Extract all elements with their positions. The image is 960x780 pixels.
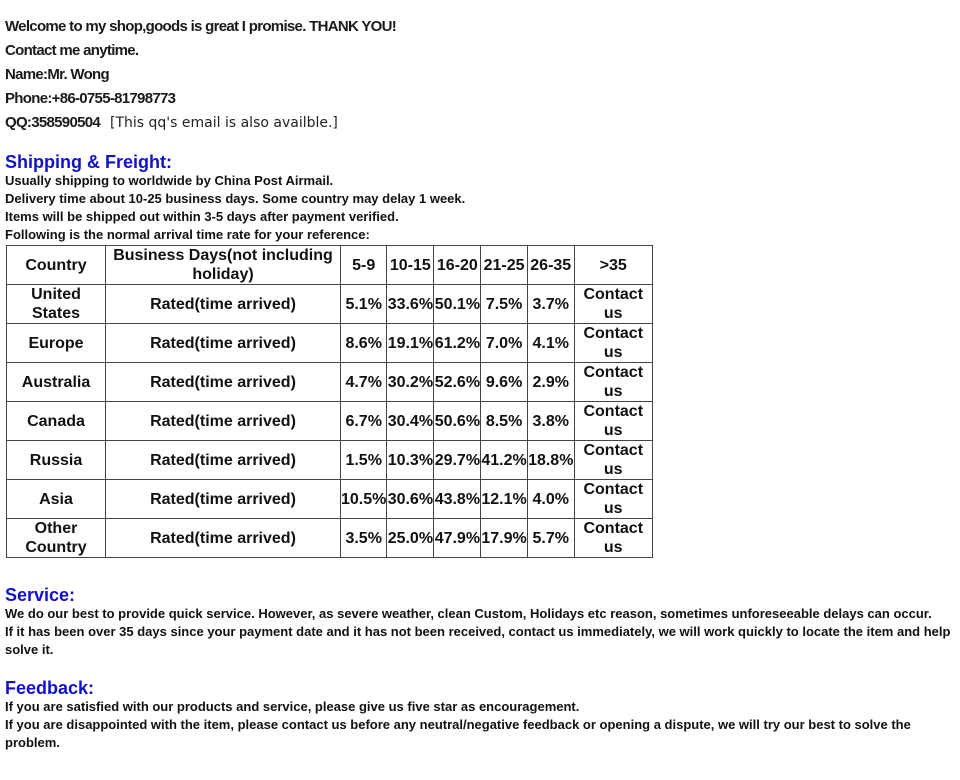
cell-value: 47.9% (434, 519, 481, 558)
cell-value: 7.0% (481, 324, 527, 363)
cell-value: 19.1% (387, 324, 434, 363)
cell-country: Russia (7, 441, 106, 480)
table-row (7, 519, 653, 558)
cell-value: 3.8% (527, 402, 574, 441)
cell-value: 3.5% (341, 519, 387, 558)
cell-country: Australia (7, 363, 106, 402)
seller-intro (5, 15, 955, 135)
cell-value: 1.5% (341, 441, 387, 480)
qq-email-note: [This qq's email is also availble.] (110, 115, 338, 131)
cell-value: 41.2% (481, 441, 527, 480)
cell-value: 2.9% (527, 363, 574, 402)
cell-value: 5.7% (527, 519, 574, 558)
cell-value: 6.7% (341, 402, 387, 441)
service-line: We do our best to provide quick service. However, as severe weather, clean Custom, Holidays etc reason, sometimes unforeseeable delays can occur. (5, 606, 932, 621)
cell-value: 33.6% (387, 285, 434, 324)
cell-value: 29.7% (434, 441, 481, 480)
cell-contact: Contact us (574, 285, 652, 324)
table-row (7, 402, 653, 441)
header-26-35: 26-35 (527, 246, 574, 285)
feedback-title: Feedback: (5, 678, 95, 698)
contact-text: Contact me anytime. (5, 42, 139, 59)
shipping-line: Items will be shipped out within 3-5 days after payment verified. (5, 209, 399, 224)
cell-value: 17.9% (481, 519, 527, 558)
shipping-line: Delivery time about 10-25 business days. Some country may delay 1 week. (5, 191, 466, 206)
header-5-9: 5-9 (341, 246, 387, 285)
cell-value: 4.0% (527, 480, 574, 519)
seller-name: Name:Mr. Wong (5, 66, 109, 83)
cell-country: Other Country (7, 519, 106, 558)
seller-qq: QQ:358590504 (5, 114, 101, 131)
cell-value: 25.0% (387, 519, 434, 558)
cell-value: 30.2% (387, 363, 434, 402)
feedback-section (5, 678, 955, 752)
cell-rated: Rated(time arrived) (106, 402, 341, 441)
header-country: Country (7, 246, 106, 285)
cell-rated: Rated(time arrived) (106, 441, 341, 480)
cell-contact: Contact us (574, 402, 652, 441)
cell-value: 30.6% (387, 480, 434, 519)
table-row (7, 480, 653, 519)
cell-country: Europe (7, 324, 106, 363)
header-16-20: 16-20 (434, 246, 481, 285)
header-over-35: >35 (574, 246, 652, 285)
page (5, 0, 955, 750)
shipping-section (5, 152, 465, 244)
cell-value: 5.1% (341, 285, 387, 324)
cell-rated: Rated(time arrived) (106, 480, 341, 519)
cell-value: 18.8% (527, 441, 574, 480)
table-header-row (7, 246, 653, 285)
table-row (7, 363, 653, 402)
cell-value: 3.7% (527, 285, 574, 324)
cell-contact: Contact us (574, 441, 652, 480)
cell-contact: Contact us (574, 363, 652, 402)
service-section (5, 585, 955, 659)
feedback-line: If you are disappointed with the item, please contact us before any neutral/negative feedback or opening a dispute, we will try our best to solve the problem. (5, 717, 911, 750)
table-row (7, 441, 653, 480)
seller-phone: Phone:+86-0755-81798773 (5, 90, 176, 107)
header-21-25: 21-25 (481, 246, 527, 285)
cell-value: 4.7% (341, 363, 387, 402)
cell-country: United States (7, 285, 106, 324)
cell-value: 10.3% (387, 441, 434, 480)
cell-value: 4.1% (527, 324, 574, 363)
cell-contact: Contact us (574, 519, 652, 558)
cell-value: 52.6% (434, 363, 481, 402)
service-title: Service: (5, 585, 76, 605)
cell-contact: Contact us (574, 324, 652, 363)
cell-value: 50.1% (434, 285, 481, 324)
header-business-days: Business Days(not including holiday) (106, 246, 341, 285)
shipping-line: Following is the normal arrival time rate for your reference: (5, 227, 370, 242)
cell-country: Asia (7, 480, 106, 519)
table-row (7, 285, 653, 324)
service-line: If it has been over 35 days since your payment date and it has not been received, contact us immediately, we will work quickly to locate the item and help solve it. (5, 624, 951, 657)
cell-value: 10.5% (341, 480, 387, 519)
cell-value: 61.2% (434, 324, 481, 363)
arrival-rate-table (6, 245, 653, 558)
cell-value: 7.5% (481, 285, 527, 324)
cell-value: 8.6% (341, 324, 387, 363)
cell-value: 12.1% (481, 480, 527, 519)
cell-contact: Contact us (574, 480, 652, 519)
feedback-line: If you are satisfied with our products and service, please give us five star as encouragement. (5, 699, 580, 714)
cell-rated: Rated(time arrived) (106, 363, 341, 402)
cell-value: 8.5% (481, 402, 527, 441)
cell-rated: Rated(time arrived) (106, 285, 341, 324)
cell-country: Canada (7, 402, 106, 441)
cell-value: 9.6% (481, 363, 527, 402)
welcome-text: Welcome to my shop,goods is great I promise. THANK YOU! (5, 18, 397, 35)
table-row (7, 324, 653, 363)
header-10-15: 10-15 (387, 246, 434, 285)
shipping-line: Usually shipping to worldwide by China Post Airmail. (5, 173, 334, 188)
seller-qq-line (5, 111, 955, 135)
cell-value: 50.6% (434, 402, 481, 441)
cell-value: 30.4% (387, 402, 434, 441)
shipping-title: Shipping & Freight: (5, 152, 172, 172)
cell-value: 43.8% (434, 480, 481, 519)
cell-rated: Rated(time arrived) (106, 519, 341, 558)
cell-rated: Rated(time arrived) (106, 324, 341, 363)
